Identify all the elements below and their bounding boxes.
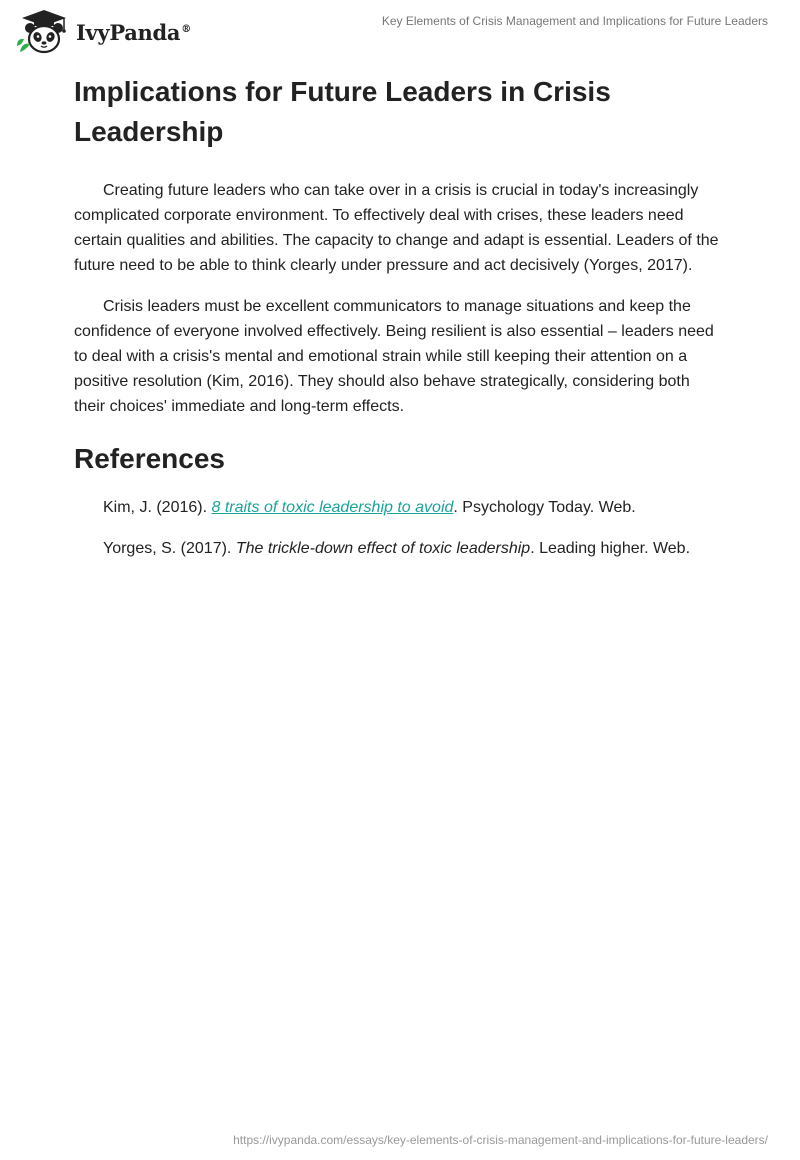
page-header bbox=[0, 0, 800, 64]
reference-title: The trickle-down effect of toxic leadership bbox=[235, 540, 531, 557]
reference-item bbox=[74, 495, 724, 520]
article-content bbox=[74, 72, 724, 561]
reference-source: . Leading higher. Web. bbox=[530, 540, 691, 557]
document-title: Key Elements of Crisis Management and Implications for Future Leaders bbox=[381, 14, 768, 28]
section-heading: Implications for Future Leaders in Crisis Leadership bbox=[74, 76, 611, 147]
reference-link[interactable]: 8 traits of toxic leadership to avoid bbox=[211, 499, 454, 516]
registered-mark: ® bbox=[181, 23, 191, 35]
paragraph-adaptability: Creating future leaders who can take over in a crisis is crucial in today's increasingly complicated corporate environment. To effectively deal with crises, these leaders need certain qualities and abilities. The capacity to change and adapt is essential. Leaders of the future need to be able to think clearly under pressure and act decisively (Yorges, 2017). bbox=[74, 182, 719, 274]
references-heading: References bbox=[74, 443, 225, 474]
paragraph-communication: Crisis leaders must be excellent communicators to manage situations and keep the confidence of everyone involved effectively. Being resilient is also essential – leaders need to deal with a crisis's mental and emotional strain while still keeping their attention on a positive resolution (Kim, 2016). They should also behave strategically, considering both their choices' immediate and long-term effects. bbox=[74, 298, 714, 415]
ivypanda-logo[interactable] bbox=[14, 8, 191, 56]
reference-item bbox=[74, 536, 724, 561]
reference-source: . Psychology Today. Web. bbox=[453, 499, 636, 516]
panda-graduate-icon bbox=[14, 8, 74, 56]
reference-author: Yorges, S. (2017). bbox=[103, 540, 236, 557]
footer-url[interactable]: https://ivypanda.com/essays/key-elements-of-crisis-management-and-implications-for-future-leaders/ bbox=[233, 1133, 768, 1147]
brand-name: IvyPanda® bbox=[76, 19, 191, 45]
reference-author: Kim, J. (2016). bbox=[103, 499, 212, 516]
